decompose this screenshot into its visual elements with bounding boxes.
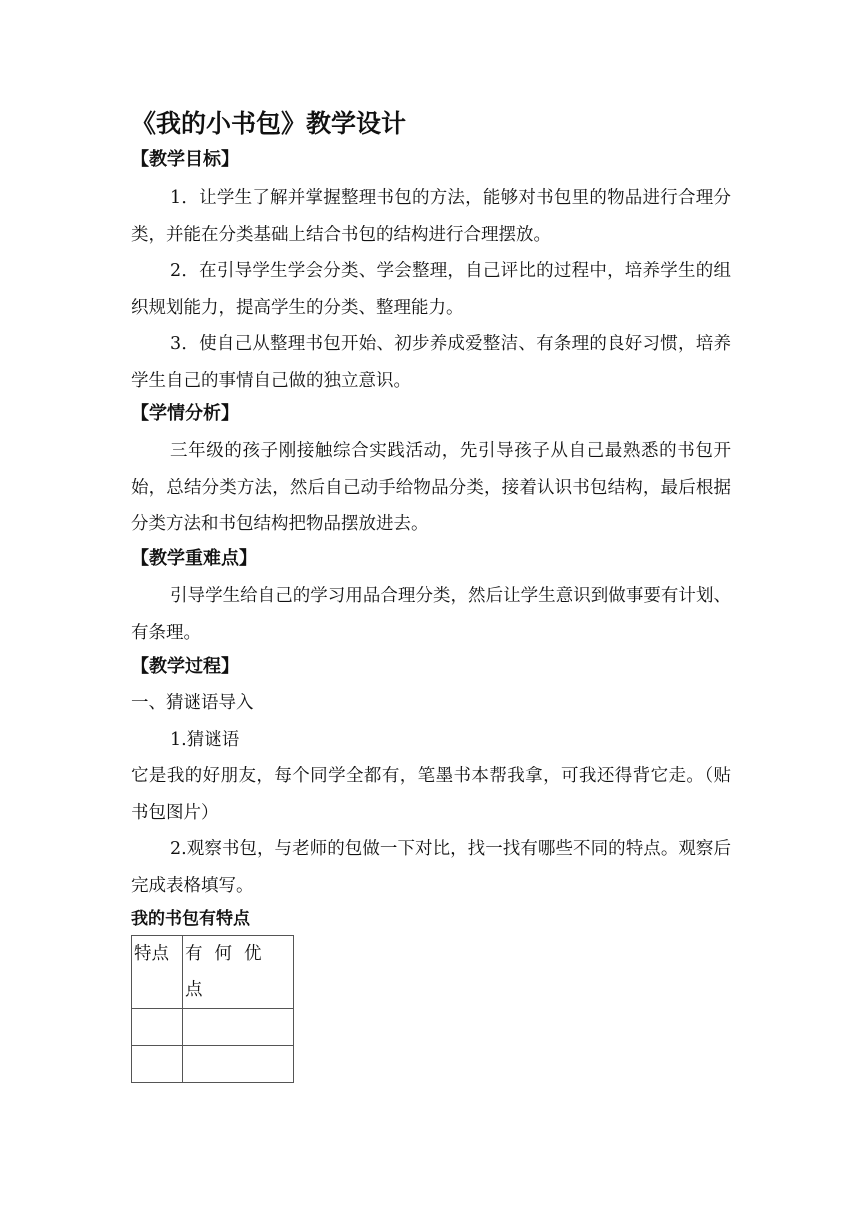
goal-item-1: 1．让学生了解并掌握整理书包的方法，能够对书包里的物品进行合理分类，并能在分类基础上结合书包的结构进行合理摆放。 <box>131 188 731 245</box>
analysis-text: 三年级的孩子刚接触综合实践活动，先引导孩子从自己最熟悉的书包开始，总结分类方法，然后自己动手给物品分类，接着认识书包结构，最后根据分类方法和书包结构把物品摆放进去。 <box>131 441 731 534</box>
table-cell[interactable] <box>183 1009 294 1046</box>
table-cell[interactable] <box>132 1009 183 1046</box>
table-caption: 我的书包有特点 <box>131 909 250 929</box>
keypoints-text: 引导学生给自己的学习用品合理分类，然后让学生意识到做事要有计划、有条理。 <box>131 586 731 643</box>
heading-keypoints: 【教学重难点】 <box>131 548 257 569</box>
table-header-cell: 特点 <box>132 936 183 1009</box>
table-header-row <box>132 936 294 1009</box>
heading-process: 【教学过程】 <box>131 656 239 677</box>
heading-goals: 【教学目标】 <box>131 149 239 170</box>
riddle-text: 它是我的好朋友，每个同学全都有，笔墨书本帮我拿，可我还得背它走。（贴书包图片） <box>131 766 731 823</box>
document-title: 《我的小书包》教学设计 <box>131 109 407 138</box>
table-header-cell: 有何优点 <box>183 936 294 1009</box>
goal-item-3: 3．使自己从整理书包开始、初步养成爱整洁、有条理的良好习惯，培养学生自己的事情自己做的独立意识。 <box>131 334 731 391</box>
process-sub-1: 1.猜谜语 <box>170 730 240 750</box>
process-sub-2: 2.观察书包，与老师的包做一下对比，找一找有哪些不同的特点。观察后完成表格填写。 <box>131 839 731 896</box>
table-cell[interactable] <box>132 1046 183 1083</box>
heading-analysis: 【学情分析】 <box>131 403 239 424</box>
table-cell[interactable] <box>183 1046 294 1083</box>
features-table <box>131 935 294 1083</box>
table-row <box>132 1046 294 1083</box>
process-step-1: 一、猜谜语导入 <box>131 693 254 713</box>
goal-item-2: 2．在引导学生学会分类、学会整理，自己评比的过程中，培养学生的组织规划能力，提高学生的分类、整理能力。 <box>131 261 731 318</box>
table-row <box>132 1009 294 1046</box>
